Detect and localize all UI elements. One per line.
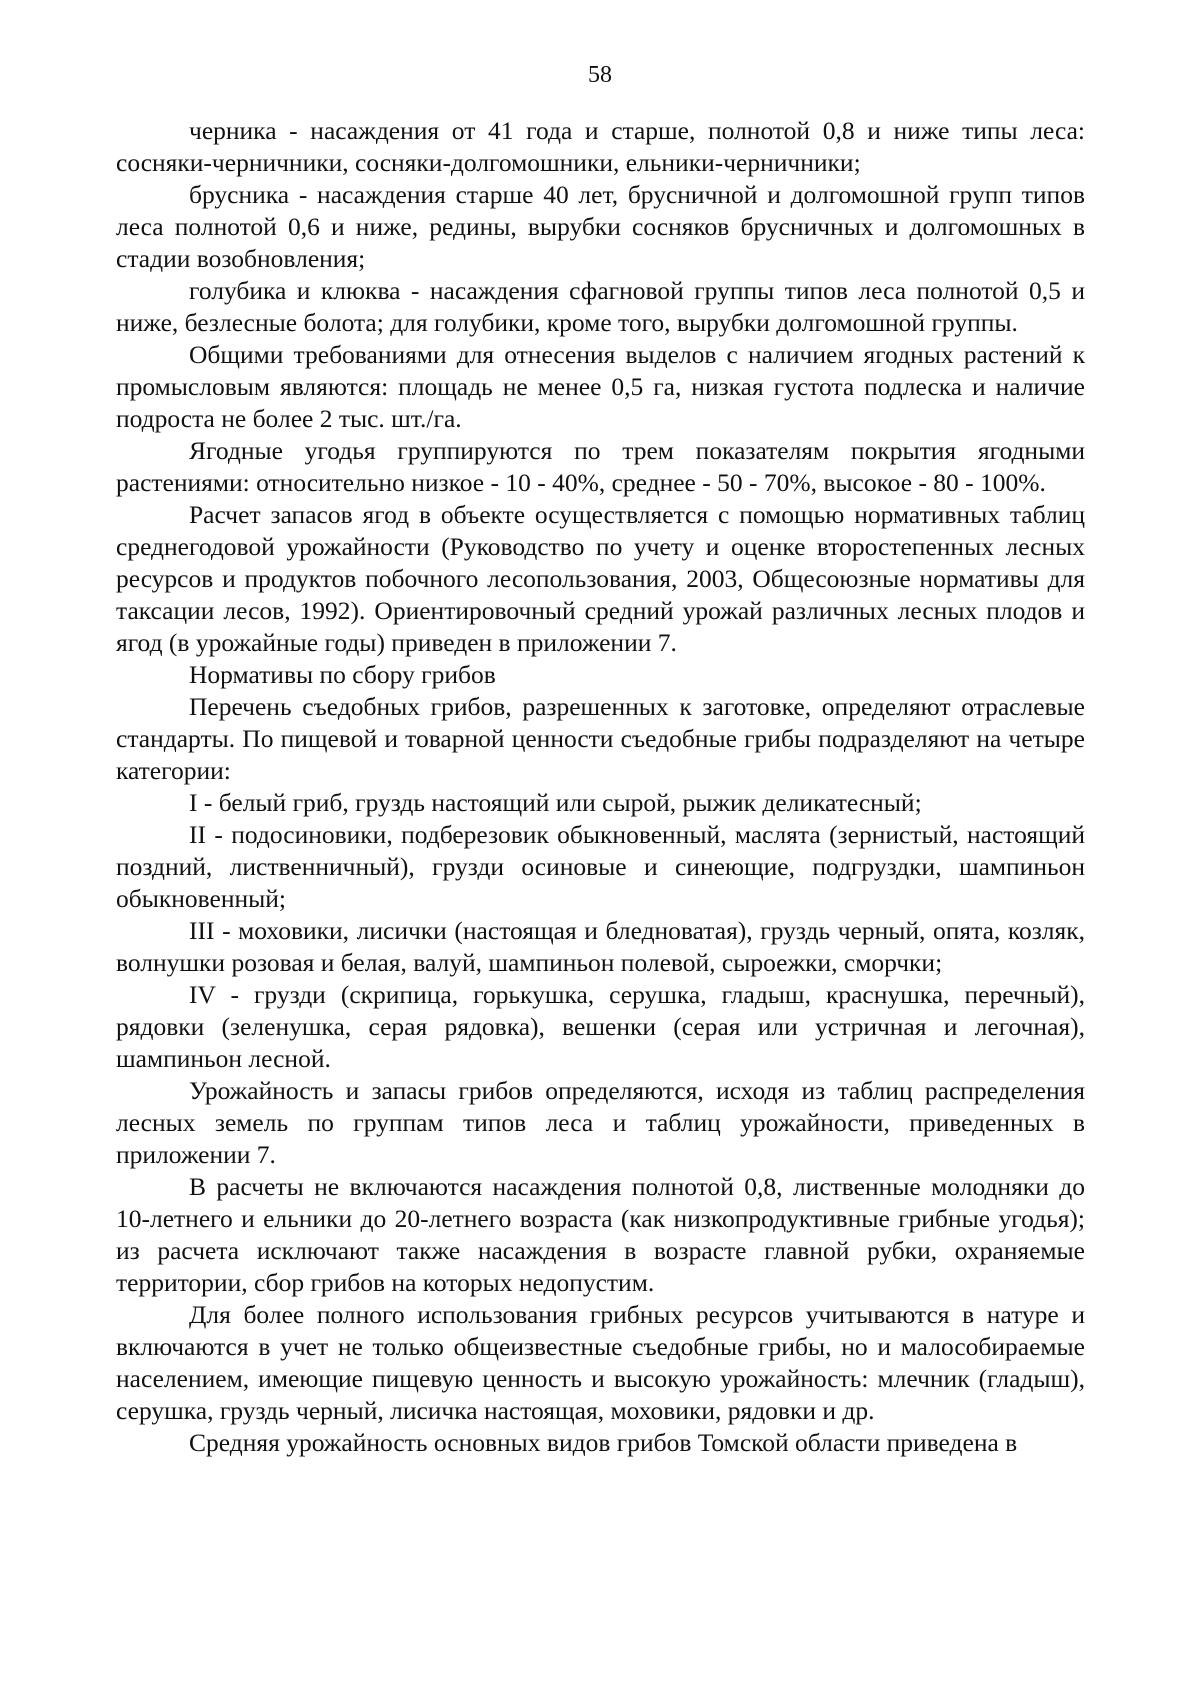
category-item: IV - грузди (скрипица, горькушка, серушка, гладыш, краснушка, перечный), рядовки (зеленушка, серая рядовка), вешенки (серая или устричная и легочная), шампиньон лесной. xyxy=(116,980,1085,1073)
paragraph: Ягодные угодья группируются по трем показателям покрытия ягодными растениями: относительно низкое - 10 - 40%, среднее - 50 - 70%, высокое - 80 - 100%. xyxy=(116,436,1085,497)
paragraph: В расчеты не включаются насаждения полнотой 0,8, лиственные молодняки до 10-летнего и ельники до 20-летнего возраста (как низкопродуктивные грибные угодья); из расчета исключают также насаждения в возрасте главной рубки, охраняемые территории, сбор грибов на которых недопустим. xyxy=(116,1172,1085,1297)
paragraph: Средняя урожайность основных видов грибов Томской области приведена в xyxy=(189,1428,1018,1457)
document-body xyxy=(116,115,1085,1459)
paragraph: Перечень съедобных грибов, разрешенных к заготовке, определяют отраслевые стандарты. По пищевой и товарной ценности съедобные грибы подразделяют на четыре категории: xyxy=(116,692,1085,785)
category-item: I - белый гриб, груздь настоящий или сырой, рыжик деликатесный; xyxy=(189,788,922,817)
paragraph: Расчет запасов ягод в объекте осуществляется с помощью нормативных таблиц среднегодовой урожайности (Руководство по учету и оценке второстепенных лесных ресурсов и продуктов побочного лесопользования, 2003, Общесоюзные нормативы для таксации лесов, 1992). Ориентировочный средний урожай различных лесных плодов и ягод (в урожайные годы) приведен в приложении 7. xyxy=(116,500,1085,657)
paragraph: черника - насаждения от 41 года и старше, полнотой 0,8 и ниже типы леса: сосняки-черничники, сосняки-долгомошники, ельники-черничники; xyxy=(116,116,1085,177)
paragraph: Урожайность и запасы грибов определяются, исходя из таблиц распределения лесных земель по группам типов леса и таблиц урожайности, приведенных в приложении 7. xyxy=(116,1076,1085,1169)
paragraph: голубика и клюква - насаждения сфагновой группы типов леса полнотой 0,5 и ниже, безлесные болота; для голубики, кроме того, вырубки долгомошной группы. xyxy=(116,276,1085,337)
paragraph: Для более полного использования грибных ресурсов учитываются в натуре и включаются в учет не только общеизвестные съедобные грибы, но и малособираемые населением, имеющие пищевую ценность и высокую урожайность: млечник (гладыш), серушка, груздь черный, лисичка настоящая, моховики, рядовки и др. xyxy=(116,1300,1085,1425)
paragraph: брусника - насаждения старше 40 лет, брусничной и долгомошной групп типов леса полнотой 0,6 и ниже, редины, вырубки сосняков брусничных и долгомошных в стадии возобновления; xyxy=(116,180,1085,273)
category-item: III - моховики, лисички (настоящая и бледноватая), груздь черный, опята, козляк, волнушки розовая и белая, валуй, шампиньон полевой, сыроежки, сморчки; xyxy=(116,916,1085,977)
paragraph: Общими требованиями для отнесения выделов с наличием ягодных растений к промысловым являются: площадь не менее 0,5 га, низкая густота подлеска и наличие подроста не более 2 тыс. шт./га. xyxy=(116,340,1085,433)
section-heading: Нормативы по сбору грибов xyxy=(189,660,496,689)
page-number: 58 xyxy=(588,62,612,88)
category-item: II - подосиновики, подберезовик обыкновенный, маслята (зернистый, настоящий поздний, лиственничный), грузди осиновые и синеющие, подгруздки, шампиньон обыкновенный; xyxy=(116,820,1085,913)
